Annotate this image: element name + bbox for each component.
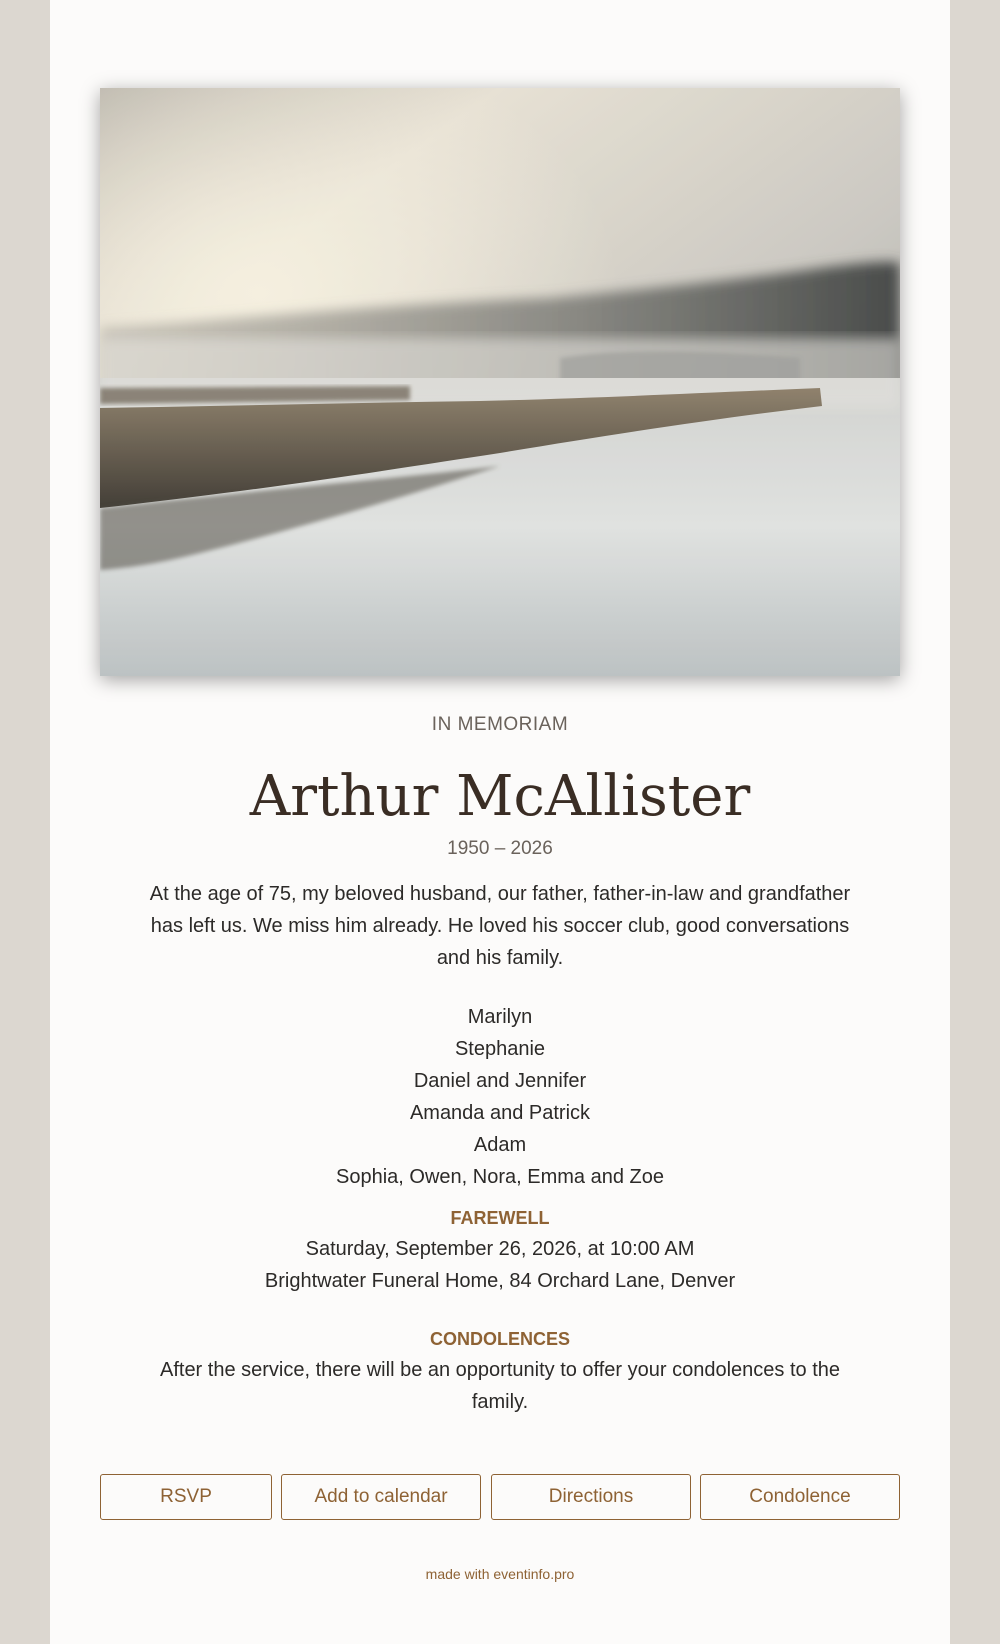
family-list	[50, 1001, 950, 1193]
in-memoriam-label: IN MEMORIAM	[431, 714, 569, 735]
add-to-calendar-button[interactable]: Add to calendar	[281, 1474, 481, 1520]
footer-credit[interactable]: made with eventinfo.pro	[425, 1566, 575, 1582]
family-member: Daniel and Jennifer	[413, 1070, 587, 1092]
family-member: Sophia, Owen, Nora, Emma and Zoe	[336, 1166, 664, 1188]
misty-lake-photo	[100, 88, 900, 676]
life-years: 1950 – 2026	[447, 838, 553, 859]
directions-button[interactable]: Directions	[491, 1474, 691, 1520]
memorial-card	[50, 0, 950, 1644]
family-member: Marilyn	[467, 1006, 533, 1028]
family-member: Amanda and Patrick	[409, 1102, 591, 1124]
rsvp-button[interactable]: RSVP	[100, 1474, 272, 1520]
condolence-button[interactable]: Condolence	[700, 1474, 900, 1520]
farewell-location: Brightwater Funeral Home, 84 Orchard Lane, Denver	[264, 1270, 736, 1292]
memorial-message: At the age of 75, my beloved husband, our father, father-in-law and grandfather has left us. We miss him already. He loved his soccer club, good conversations and his family.	[149, 883, 851, 969]
family-member: Stephanie	[454, 1038, 546, 1060]
condolences-text: After the service, there will be an opportunity to offer your condolences to the family.	[159, 1359, 841, 1413]
condolences-heading: CONDOLENCES	[429, 1329, 570, 1349]
action-buttons	[100, 1474, 900, 1520]
family-member: Adam	[473, 1134, 527, 1156]
farewell-date: Saturday, September 26, 2026, at 10:00 AM	[305, 1238, 695, 1260]
farewell-heading: FAREWELL	[450, 1208, 550, 1228]
deceased-name: Arthur McAllister	[249, 764, 751, 829]
hero-photo	[100, 88, 900, 676]
